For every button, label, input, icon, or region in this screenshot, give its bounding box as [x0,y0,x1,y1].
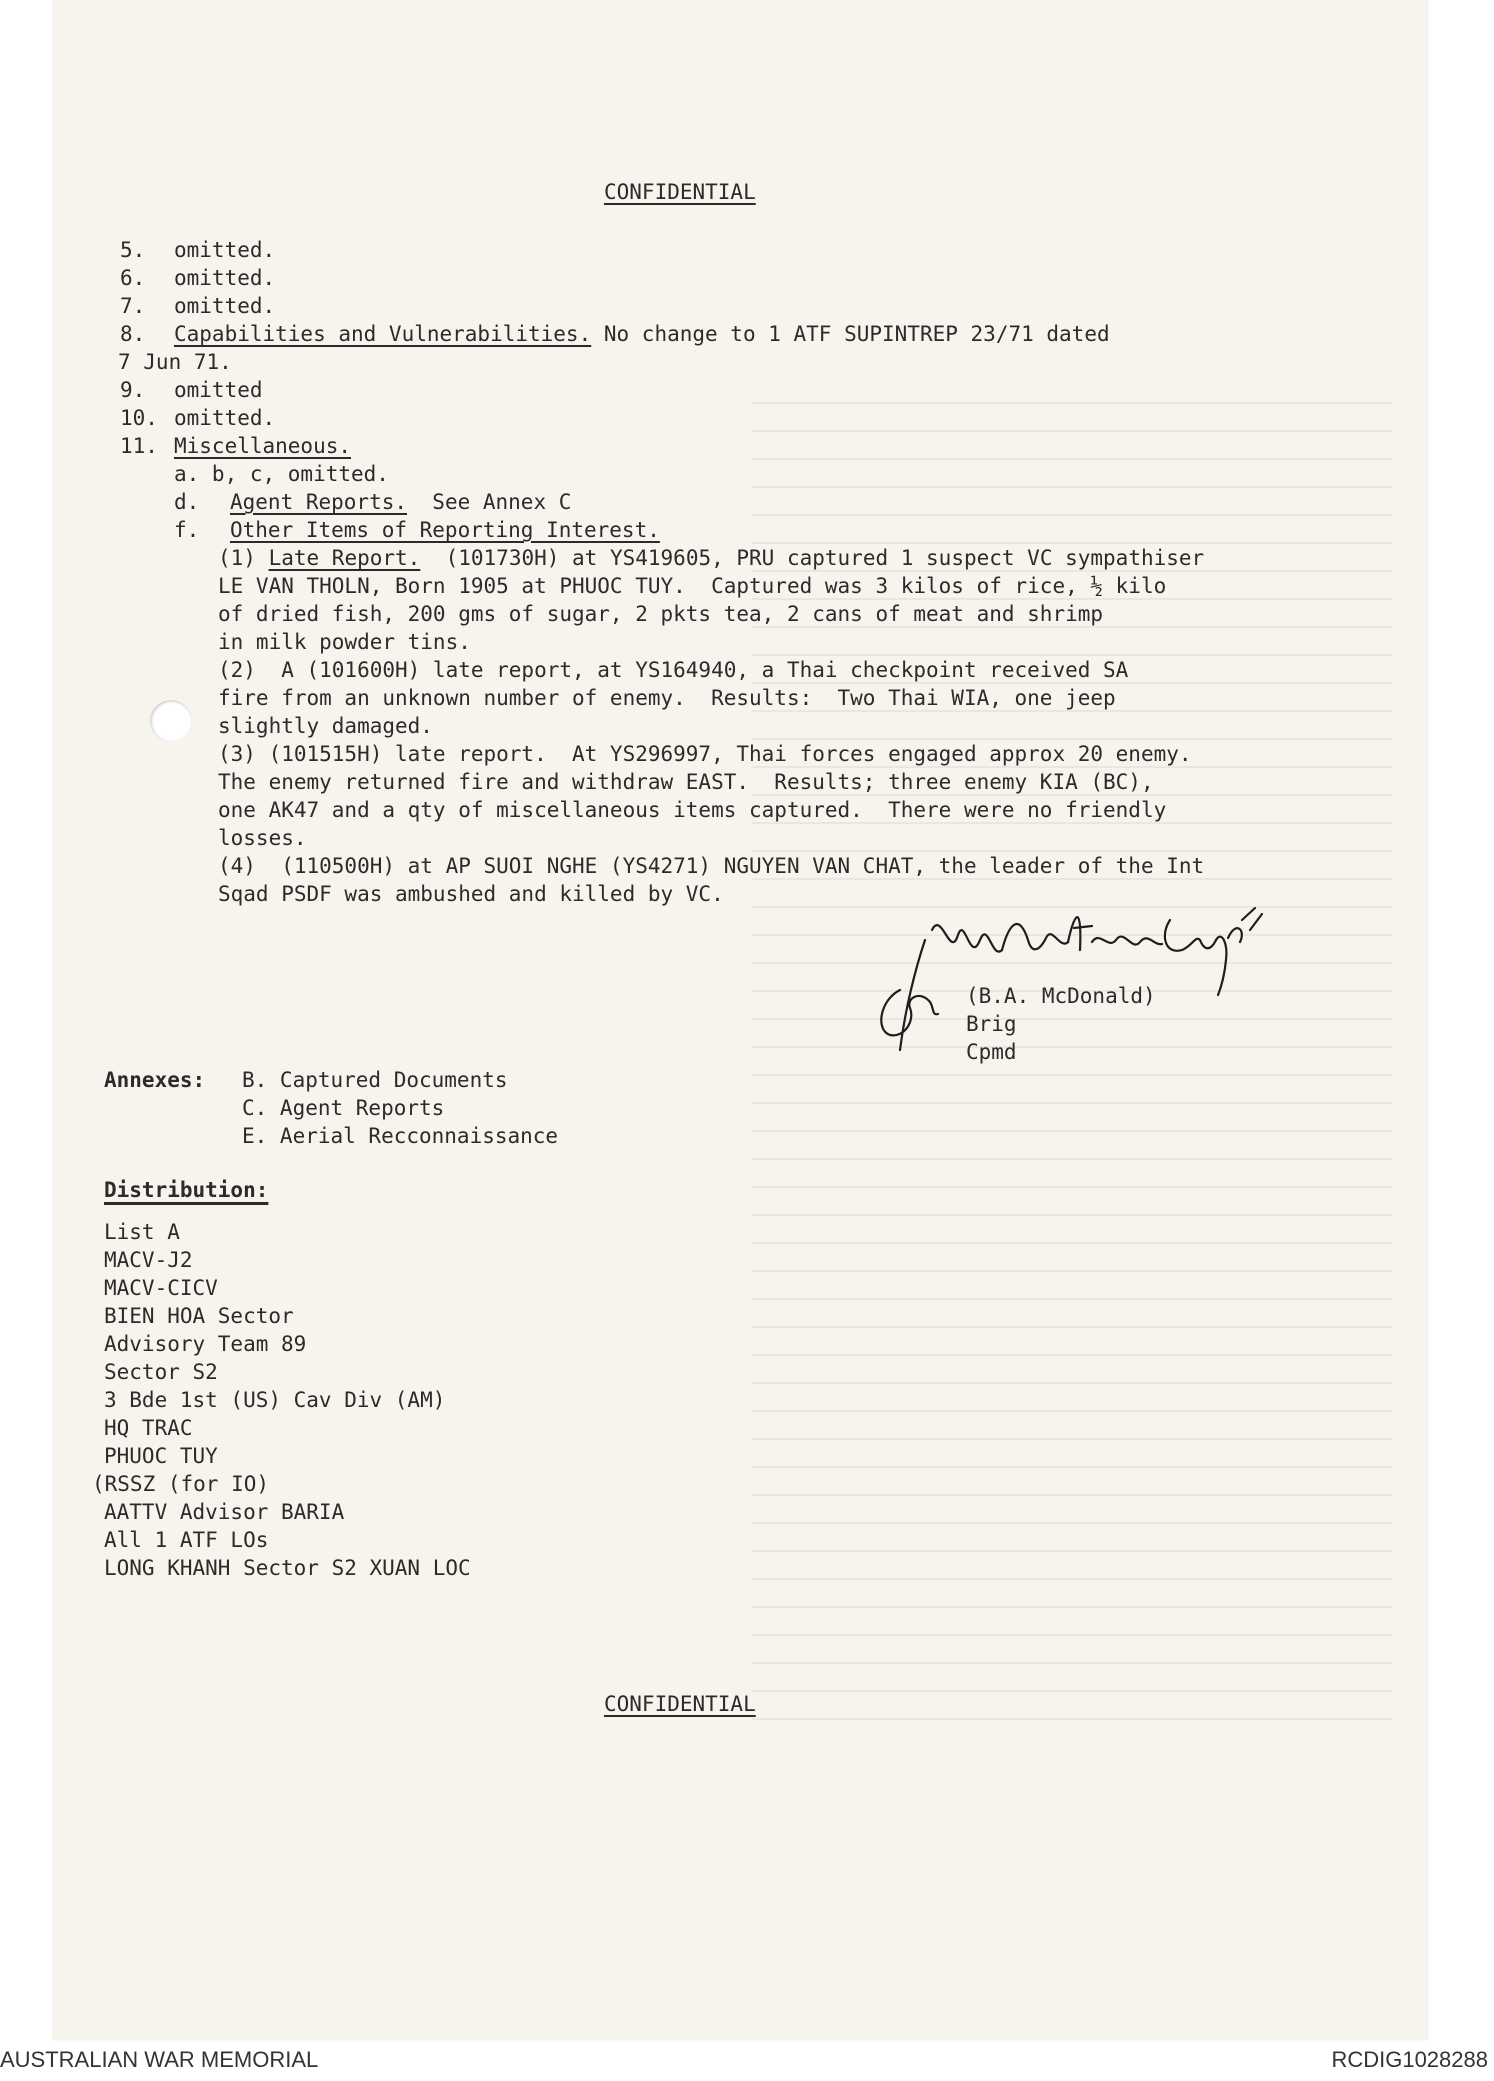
other-items-heading: Other Items of Reporting Interest. [230,518,660,542]
report-3-line-1: (3) (101515H) late report. At YS296997, Thai forces engaged approx 20 enemy. [218,742,1192,766]
item-8-line [174,320,1110,348]
report-2-line-3: slightly damaged. [218,714,433,738]
distribution-item: MACV-J2 [104,1248,193,1272]
item-6-number: 6. [120,266,146,290]
item-7-number: 7. [120,294,146,318]
item-10-text: omitted. [174,406,276,430]
item-8-continuation: 7 Jun 71. [118,350,232,374]
item-11-sub-a: a. b, c, omitted. [174,462,389,486]
item-8-number: 8. [120,322,146,346]
distribution-item: Advisory Team 89 [104,1332,307,1356]
distribution-item: HQ TRAC [104,1416,193,1440]
report-2-line-1: (2) A (101600H) late report, at YS164940, a Thai checkpoint received SA [218,658,1129,682]
report-1-line-2: LE VAN THOLN, Born 1905 at PHUOC TUY. Captured was 3 kilos of rice, ½ kilo [218,574,1167,598]
punch-hole [150,700,192,742]
item-11-number: 11. [120,434,158,458]
report-1-line-3: of dried fish, 200 gms of sugar, 2 pkts tea, 2 cans of meat and shrimp [218,602,1104,626]
item-11-sub-f-label: f. [174,518,200,542]
item-11-sub-d-label: d. [174,490,200,514]
annex-e: E. Aerial Recconnaissance [242,1124,559,1148]
item-5-number: 5. [120,238,146,262]
distribution-item: List A [104,1220,180,1244]
item-6-text: omitted. [174,266,276,290]
report-1-number: (1) [218,546,256,570]
distribution-item: AATTV Advisor BARIA [104,1500,345,1524]
archive-reference: RCDIG1028288 [1331,2047,1488,2072]
report-1-line-4: in milk powder tins. [218,630,471,654]
distribution-item: LONG KHANH Sector S2 XUAN LOC [104,1556,471,1580]
header-classification: CONFIDENTIAL [604,180,756,204]
distribution-item: BIEN HOA Sector [104,1304,294,1328]
item-9-number: 9. [120,378,146,402]
handwritten-signature [870,880,1330,1080]
item-8-heading: Capabilities and Vulnerabilities. [174,322,592,346]
distribution-item: MACV-CICV [104,1276,218,1300]
item-5-text: omitted. [174,238,276,262]
report-4-line-2: Sqad PSDF was ambushed and killed by VC. [218,882,724,906]
report-1-line-1: (101730H) at YS419605, PRU captured 1 suspect VC sympathiser [420,546,1205,570]
distribution-item: (RSSZ (for IO) [92,1472,270,1496]
item-11-heading: Miscellaneous. [174,434,352,458]
item-8-text: No change to 1 ATF SUPINTREP 23/71 dated [591,322,1110,346]
agent-reports-text: See Annex C [407,490,572,514]
report-2-line-2: fire from an unknown number of enemy. Results: Two Thai WIA, one jeep [218,686,1116,710]
item-11-sub-d [230,488,571,516]
annexes-label: Annexes: [104,1068,206,1092]
distribution-label: Distribution: [104,1178,269,1202]
report-3-line-4: losses. [218,826,307,850]
footer-classification: CONFIDENTIAL [604,1692,756,1716]
item-7-text: omitted. [174,294,276,318]
archive-credit: AUSTRALIAN WAR MEMORIAL [0,2047,319,2072]
signatory-name: (B.A. McDonald) [966,984,1156,1008]
signatory-title: Cpmd [966,1040,1017,1064]
report-4-line-1: (4) (110500H) at AP SUOI NGHE (YS4271) NGUYEN VAN CHAT, the leader of the Int [218,854,1205,878]
item-10-number: 10. [120,406,158,430]
annex-b: B. Captured Documents [242,1068,508,1092]
report-1-first-line [218,544,1204,572]
annex-c: C. Agent Reports [242,1096,445,1120]
report-3-line-2: The enemy returned fire and withdraw EAST. Results; three enemy KIA (BC), [218,770,1154,794]
distribution-item: All 1 ATF LOs [104,1528,269,1552]
distribution-item: 3 Bde 1st (US) Cav Div (AM) [104,1388,446,1412]
distribution-item: Sector S2 [104,1360,218,1384]
item-9-text: omitted [174,378,263,402]
report-1-heading: Late Report. [268,546,421,570]
report-3-line-3: one AK47 and a qty of miscellaneous items captured. There were no friendly [218,798,1167,822]
distribution-item: PHUOC TUY [104,1444,218,1468]
agent-reports-heading: Agent Reports. [230,490,408,514]
signatory-rank: Brig [966,1012,1017,1036]
